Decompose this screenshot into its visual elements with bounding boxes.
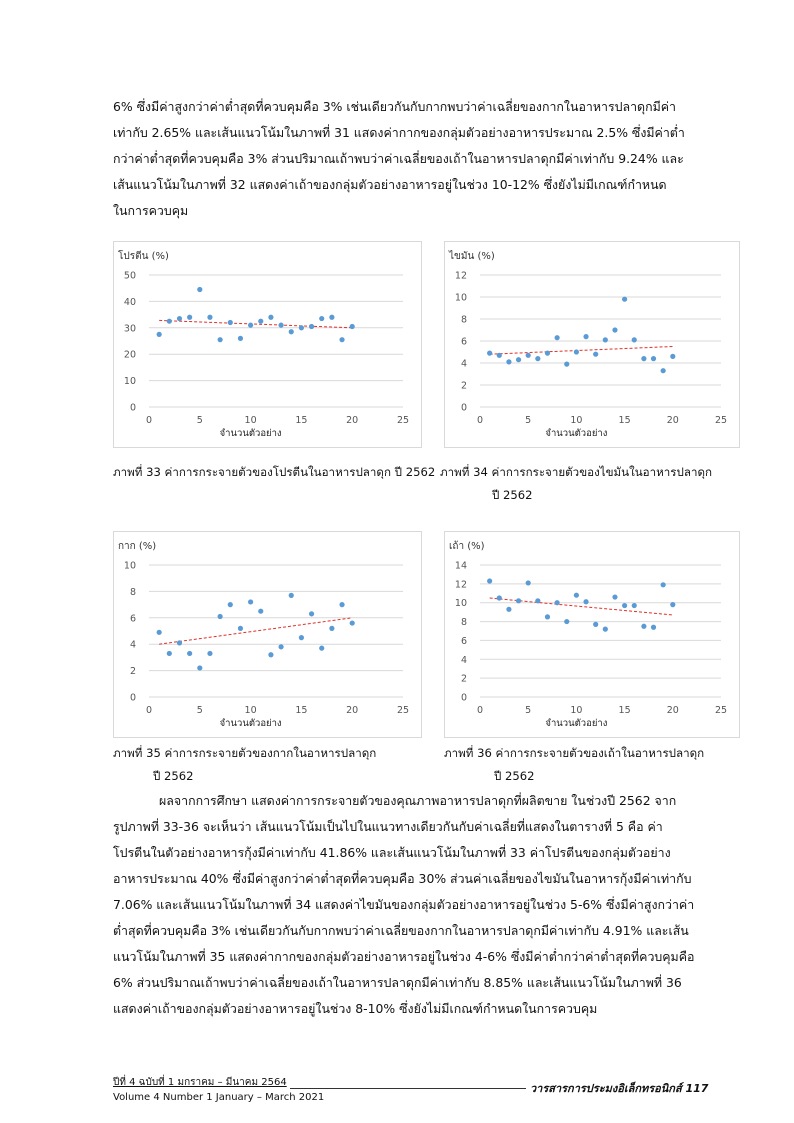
x-tick-label: 15 xyxy=(295,415,308,426)
chart-fiber-svg xyxy=(114,532,421,737)
data-point xyxy=(339,337,344,342)
data-point xyxy=(535,356,540,361)
x-tick-label: 5 xyxy=(525,415,532,426)
y-tick-label: 2 xyxy=(129,666,136,678)
data-point xyxy=(309,611,314,616)
data-point xyxy=(593,352,598,357)
caption-line: ภาพที่ 33 ค่าการกระจายตัวของโปรตีนในอาหารปลาดุก ปี 2562 xyxy=(113,465,436,479)
chart-fat-svg xyxy=(445,242,739,447)
data-point xyxy=(516,357,521,362)
figure-34-caption xyxy=(440,461,712,507)
data-point xyxy=(299,325,304,330)
y-tick-label: 10 xyxy=(454,598,467,610)
data-point xyxy=(228,602,233,607)
text-line: 6% ซึ่งมีค่าสูงกว่าค่าต่ำสุดที่ควบคุมคือ 3% เช่นเดียวกันกับกากพบว่าค่าเฉลี่ยของกากในอาหารปลาดุกมีค่า xyxy=(113,99,676,114)
caption-line: ปี 2562 xyxy=(492,488,533,502)
data-point xyxy=(661,368,666,373)
text-line: กว่าค่าต่ำสุดที่ควบคุมคือ 3% ส่วนปริมาณเถ้าพบว่าค่าเฉลี่ยของเถ้าในอาหารปลาดุกมีค่าเท่ากับ 9.24% และ xyxy=(113,151,684,166)
data-point xyxy=(299,635,304,640)
x-tick-label: 0 xyxy=(145,705,153,716)
x-tick-label: 20 xyxy=(346,705,359,716)
x-tick-label: 25 xyxy=(396,415,410,426)
y-tick-label: 0 xyxy=(460,692,467,704)
data-point xyxy=(157,332,162,337)
x-tick-label: 5 xyxy=(196,705,203,716)
footer-rule xyxy=(290,1088,526,1089)
x-tick-label: 25 xyxy=(714,415,728,426)
data-point xyxy=(187,315,192,320)
data-point xyxy=(612,327,617,332)
data-point xyxy=(350,620,355,625)
x-axis-label: จำนวนตัวอย่าง xyxy=(545,428,608,439)
text-line: ในการควบคุม xyxy=(113,203,189,218)
data-point xyxy=(641,624,646,629)
y-tick-label: 6 xyxy=(460,336,467,348)
data-point xyxy=(177,640,182,645)
paragraph-top xyxy=(113,94,725,224)
x-axis-label: จำนวนตัวอย่าง xyxy=(219,428,282,439)
x-tick-label: 20 xyxy=(666,705,679,716)
text-line: รูปภาพที่ 33-36 จะเห็นว่า เส้นแนวโน้มเป็นไปในแนวทางเดียวกันกับค่าเฉลี่ยที่แสดงในตารางที่ 5 คือ ค่า xyxy=(113,819,663,834)
y-tick-label: 6 xyxy=(129,613,136,625)
x-axis-label: จำนวนตัวอย่าง xyxy=(219,718,282,729)
caption-line: ภาพที่ 34 ค่าการกระจายตัวของไขมันในอาหารปลาดุก xyxy=(440,465,713,479)
y-tick-label: 2 xyxy=(460,673,467,685)
y-tick-label: 6 xyxy=(460,635,467,647)
chart-title: เถ้า (%) xyxy=(449,541,485,552)
trendline xyxy=(490,347,673,355)
data-point xyxy=(218,337,223,342)
y-tick-label: 4 xyxy=(460,654,467,666)
x-tick-label: 10 xyxy=(570,705,583,716)
caption-line: ปี 2562 xyxy=(153,769,194,783)
text-line: เส้นแนวโน้มในภาพที่ 32 แสดงค่าเถ้าของกลุ่มตัวอย่างอาหารอยู่ในช่วง 10-12% ซึ่งยังไม่มีเกณฑ์กำหนด xyxy=(113,177,667,192)
caption-line: ภาพที่ 35 ค่าการกระจายตัวของกากในอาหารปลาดุก xyxy=(113,746,377,760)
data-point xyxy=(167,319,172,324)
data-point xyxy=(583,334,588,339)
text-line: แสดงค่าเถ้าของกลุ่มตัวอย่างอาหารอยู่ในช่วง 8-10% ซึ่งยังไม่มีเกณฑ์กำหนดในการควบคุม xyxy=(113,1001,598,1016)
data-point xyxy=(632,337,637,342)
x-tick-label: 15 xyxy=(295,705,308,716)
data-point xyxy=(248,323,253,328)
y-tick-label: 8 xyxy=(460,617,467,629)
x-tick-label: 20 xyxy=(346,415,359,426)
data-point xyxy=(535,598,540,603)
chart-fiber xyxy=(113,531,422,738)
y-tick-label: 12 xyxy=(454,270,467,282)
y-tick-label: 12 xyxy=(454,579,467,591)
data-point xyxy=(278,644,283,649)
data-point xyxy=(319,646,324,651)
y-tick-label: 0 xyxy=(129,692,136,704)
y-tick-label: 8 xyxy=(460,314,467,326)
caption-line: ปี 2562 xyxy=(494,769,535,783)
x-tick-label: 25 xyxy=(714,705,728,716)
x-axis-label: จำนวนตัวอย่าง xyxy=(545,718,608,729)
data-point xyxy=(238,626,243,631)
y-tick-label: 10 xyxy=(454,292,467,304)
figure-36-caption xyxy=(444,742,704,788)
data-point xyxy=(583,599,588,604)
data-point xyxy=(309,324,314,329)
data-point xyxy=(506,607,511,612)
data-point xyxy=(526,353,531,358)
page-number: 117 xyxy=(685,1082,709,1095)
data-point xyxy=(177,316,182,321)
data-point xyxy=(268,652,273,657)
y-tick-label: 0 xyxy=(129,402,136,414)
chart-ash-svg xyxy=(445,532,739,737)
chart-protein-svg xyxy=(114,242,421,447)
data-point xyxy=(258,609,263,614)
chart-title: โปรตีน (%) xyxy=(118,251,169,262)
y-tick-label: 10 xyxy=(123,560,136,572)
trendline xyxy=(159,320,352,327)
data-point xyxy=(278,323,283,328)
x-tick-label: 0 xyxy=(145,415,153,426)
data-point xyxy=(670,602,675,607)
data-point xyxy=(497,353,502,358)
data-point xyxy=(187,651,192,656)
data-point xyxy=(197,665,202,670)
data-point xyxy=(632,603,637,608)
chart-title: กาก (%) xyxy=(118,541,157,552)
data-point xyxy=(574,349,579,354)
data-point xyxy=(329,315,334,320)
chart-ash xyxy=(444,531,740,738)
data-point xyxy=(339,602,344,607)
chart-title: ไขมัน (%) xyxy=(449,251,495,262)
x-tick-label: 20 xyxy=(666,415,679,426)
data-point xyxy=(612,594,617,599)
y-tick-label: 20 xyxy=(123,349,136,361)
data-point xyxy=(574,593,579,598)
figure-35-caption xyxy=(113,742,376,788)
footer-issue xyxy=(113,1075,324,1105)
data-point xyxy=(350,324,355,329)
chart-protein xyxy=(113,241,422,448)
journal-name: วารสารการประมงอิเล็กทรอนิกส์ xyxy=(530,1082,682,1095)
text-line: ผลจากการศึกษา แสดงค่าการกระจายตัวของคุณภาพอาหารปลาดุกที่ผลิตขาย ในช่วงปี 2562 จาก xyxy=(159,793,677,808)
data-point xyxy=(516,598,521,603)
y-tick-label: 40 xyxy=(123,296,136,308)
data-point xyxy=(268,315,273,320)
x-tick-label: 5 xyxy=(196,415,203,426)
caption-line: ภาพที่ 36 ค่าการกระจายตัวของเถ้าในอาหารปลาดุก xyxy=(444,746,705,760)
data-point xyxy=(555,335,560,340)
data-point xyxy=(564,619,569,624)
data-point xyxy=(622,297,627,302)
data-point xyxy=(487,351,492,356)
y-tick-label: 50 xyxy=(123,270,136,282)
text-line: โปรตีนในตัวอย่างอาหารกุ้งมีค่าเท่ากับ 41.86% และเส้นแนวโน้มในภาพที่ 33 ค่าโปรตีนของกลุ่มตัวอย่าง xyxy=(113,845,671,860)
data-point xyxy=(207,315,212,320)
x-tick-label: 10 xyxy=(244,705,257,716)
data-point xyxy=(197,287,202,292)
data-point xyxy=(526,580,531,585)
data-point xyxy=(207,651,212,656)
data-point xyxy=(289,593,294,598)
y-tick-label: 2 xyxy=(460,380,467,392)
data-point xyxy=(506,359,511,364)
x-tick-label: 0 xyxy=(476,415,484,426)
data-point xyxy=(593,622,598,627)
y-tick-label: 4 xyxy=(460,358,467,370)
trendline xyxy=(159,618,352,644)
data-point xyxy=(497,595,502,600)
data-point xyxy=(487,578,492,583)
data-point xyxy=(167,651,172,656)
data-point xyxy=(603,337,608,342)
y-tick-label: 10 xyxy=(123,376,136,388)
data-point xyxy=(670,354,675,359)
x-tick-label: 5 xyxy=(525,705,532,716)
data-point xyxy=(545,614,550,619)
x-tick-label: 15 xyxy=(618,705,631,716)
y-tick-label: 14 xyxy=(454,560,467,572)
chart-fat xyxy=(444,241,740,448)
data-point xyxy=(564,362,569,367)
x-tick-label: 10 xyxy=(570,415,583,426)
data-point xyxy=(622,603,627,608)
footer-journal xyxy=(530,1079,708,1097)
paragraph-bottom xyxy=(113,788,725,1022)
data-point xyxy=(661,582,666,587)
data-point xyxy=(228,320,233,325)
text-line: เท่ากับ 2.65% และเส้นแนวโน้มในภาพที่ 31 แสดงค่ากากของกลุ่มตัวอย่างอาหารประมาณ 2.5% ซึ่งมีค่าต่ำ xyxy=(113,125,685,140)
y-tick-label: 4 xyxy=(129,639,136,651)
data-point xyxy=(545,351,550,356)
data-point xyxy=(603,627,608,632)
data-point xyxy=(248,599,253,604)
data-point xyxy=(319,316,324,321)
data-point xyxy=(238,336,243,341)
x-tick-label: 0 xyxy=(476,705,484,716)
x-tick-label: 25 xyxy=(396,705,410,716)
data-point xyxy=(289,329,294,334)
text-line: 6% ส่วนปริมาณเถ้าพบว่าค่าเฉลี่ยของเถ้าในอาหารปลาดุกมีค่าเท่ากับ 8.85% และเส้นแนวโน้มในภาพที่ 36 xyxy=(113,975,682,990)
data-point xyxy=(555,600,560,605)
data-point xyxy=(641,356,646,361)
data-point xyxy=(258,319,263,324)
y-tick-label: 30 xyxy=(123,323,136,335)
x-tick-label: 10 xyxy=(244,415,257,426)
data-point xyxy=(218,614,223,619)
x-tick-label: 15 xyxy=(618,415,631,426)
figure-33-caption xyxy=(113,461,435,484)
text-line: แนวโน้มในภาพที่ 35 แสดงค่ากากของกลุ่มตัวอย่างอาหารอยู่ในช่วง 4-6% ซึ่งมีค่าต่ำกว่าค่าต่ำสุดที่ควบคุมคือ xyxy=(113,949,695,964)
footer-issue-th: ปีที่ 4 ฉบับที่ 1 มกราคม – มีนาคม 2564 xyxy=(113,1077,287,1088)
text-line: อาหารประมาณ 40% ซึ่งมีค่าสูงกว่าค่าต่ำสุดที่ควบคุมคือ 30% ส่วนค่าเฉลี่ยของไขมันในอาหารกุ้งมีค่าเท่ากับ xyxy=(113,871,692,886)
text-line: ต่ำสุดที่ควบคุมคือ 3% เช่นเดียวกันกับกากพบว่าค่าเฉลี่ยของกากในอาหารปลาดุกมีค่าเท่ากับ 4.91% และเส้น xyxy=(113,923,689,938)
data-point xyxy=(651,625,656,630)
footer-issue-en: Volume 4 Number 1 January – March 2021 xyxy=(113,1092,325,1103)
data-point xyxy=(157,630,162,635)
data-point xyxy=(651,356,656,361)
y-tick-label: 0 xyxy=(460,402,467,414)
y-tick-label: 8 xyxy=(129,586,136,598)
text-line: 7.06% และเส้นแนวโน้มในภาพที่ 34 แสดงค่าไขมันของกลุ่มตัวอย่างอาหารอยู่ในช่วง 5-6% ซึ่งมีค่าสูงกว่าค่า xyxy=(113,897,695,912)
data-point xyxy=(329,626,334,631)
